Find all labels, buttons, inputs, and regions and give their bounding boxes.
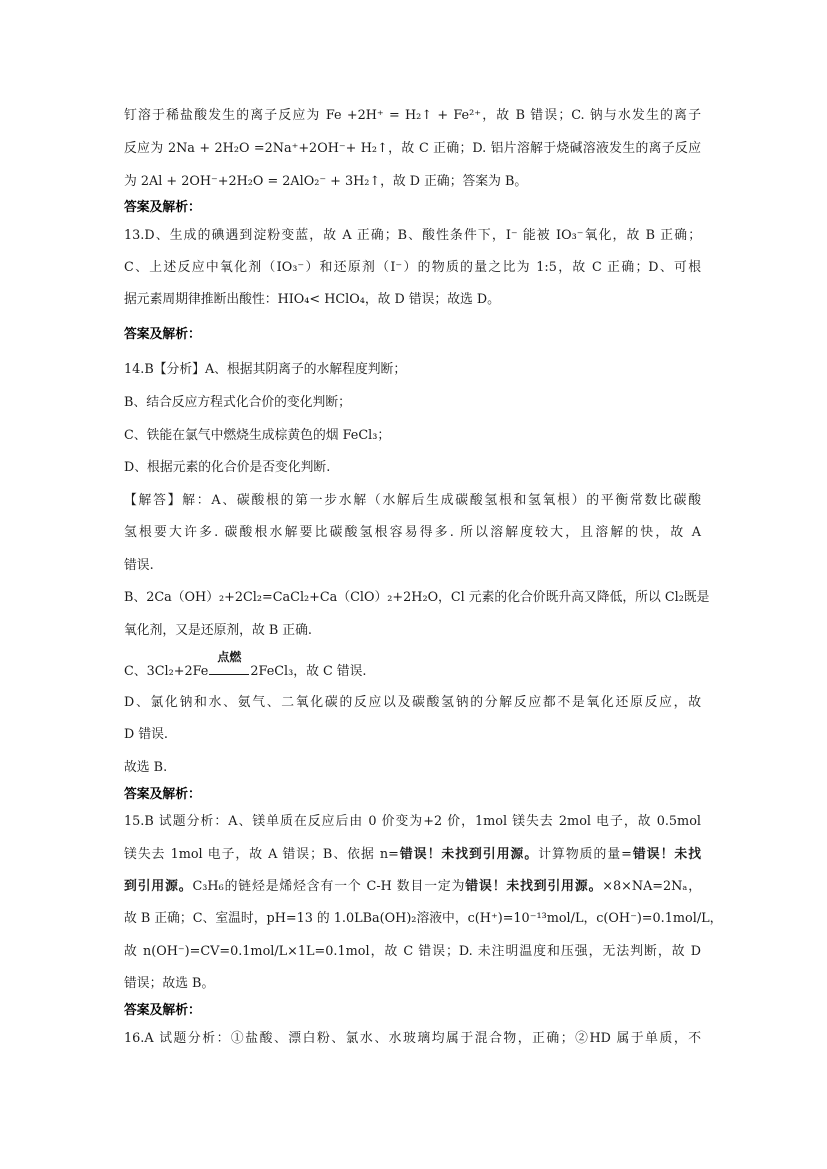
reference-error: 错误！未找到引用源。 (398, 847, 539, 862)
section-heading: 答案及解析： (124, 787, 201, 802)
reaction-condition-label: 点燃 (217, 650, 242, 664)
text-line: D 错误. (124, 727, 168, 742)
text-span: 计算物质的量= (538, 847, 632, 862)
reference-error: 错误！未找到引用源。 (465, 879, 603, 894)
text-span: C₃H₆的链烃是烯烃含有一个 C-H 数目一定为 (192, 879, 466, 894)
text-line: 15.B 试题分析：A、镁单质在反应后由 0 价变为+2 价，1mol 镁失去 2mol 电子，故 0.5mol (124, 814, 701, 829)
text-line: B、结合反应方程式化合价的变化判断； (124, 395, 351, 410)
text-line: 为 2Al + 2OH⁻+2H₂O = 2AlO₂⁻ + 3H₂↑，故 D 正确；答案为 B。 (124, 174, 528, 189)
reference-error: 错误！未找 (631, 847, 702, 862)
text-line: 钉溶于稀盐酸发生的离子反应为 Fe +2H⁺ = H₂↑ + Fe²⁺，故 B 错误；C. 钠与水发生的离子 (124, 108, 701, 123)
text-line: 反应为 2Na + 2H₂O =2Na⁺+2OH⁻+ H₂↑，故 C 正确；D. 铝片溶解于烧碱溶液发生的离子反应 (124, 141, 701, 156)
text-line: 氧化剂，又是还原剂，故 B 正确. (124, 623, 312, 638)
text-line (124, 846, 701, 864)
text-line: C、铁能在氯气中燃烧生成棕黄色的烟 FeCl₃； (124, 428, 391, 443)
text-line: C、上述反应中氧化剂（IO₃⁻）和还原剂（I⁻）的物质的量之比为 1:5，故 C 正确；D、可根 (124, 260, 701, 275)
text-line: D、根据元素的化合价是否变化判断. (124, 460, 331, 475)
text-span: ×8×NA=2Nₐ， (602, 879, 702, 894)
reaction-condition (209, 650, 249, 675)
text-line: 故选 B. (124, 760, 168, 775)
text-line: 据元素周期律推断出酸性：HIO₄< HClO₄，故 D 错误；故选 D。 (124, 292, 500, 307)
text-line: 16.A 试题分析：①盐酸、漂白粉、氯水、水玻璃均属于混合物，正确；②HD 属于单质，不 (124, 1031, 701, 1046)
text-line: 故 n(OH⁻)=CV=0.1mol/L×1L=0.1mol，故 C 错误；D. 未注明温度和压强，无法判断，故 D (124, 944, 701, 959)
text-line: 故 B 正确；C、室温时，pH=13 的 1.0LBa(OH)₂溶液中，c(H⁺)=10⁻¹³mol/L，c(OH⁻)=0.1mol/L， (124, 911, 723, 926)
section-heading: 答案及解析： (124, 1003, 201, 1018)
section-heading: 答案及解析： (124, 200, 201, 215)
reference-error: 到引用源。 (124, 879, 193, 894)
equation-line (124, 650, 701, 681)
text-line: 错误. (124, 558, 154, 573)
text-line: 氢根要大许多. 碳酸根水解要比碳酸氢根容易得多. 所以溶解度较大，且溶解的快，故 A (124, 525, 701, 540)
text-line: D、氯化钠和水、氨气、二氧化碳的反应以及碳酸氢钠的分解反应都不是氧化还原反应，故 (124, 695, 701, 710)
text-line: B、2Ca（OH）₂+2Cl₂=CaCl₂+Ca（ClO）₂+2H₂O，Cl 元素的化合价既升高又降低，所以 Cl₂既是 (124, 590, 710, 605)
text-line: 14.B【分析】A、根据其阴离子的水解程度判断； (124, 362, 407, 377)
equation-reactants: C、3Cl₂+2Fe (124, 664, 209, 679)
equation-products: 2FeCl₃，故 C 错误. (250, 664, 367, 679)
section-heading: 答案及解析： (124, 327, 201, 342)
text-line (124, 878, 701, 896)
text-line: 错误；故选 B。 (124, 976, 215, 991)
text-span: 镁失去 1mol 电子，故 A 错误；B、依据 n= (124, 847, 399, 862)
text-line: 13.D、生成的碘遇到淀粉变蓝，故 A 正确；B、酸性条件下，I⁻ 能被 IO₃⁻氧化，故 B 正确； (124, 228, 701, 243)
text-line: 【解答】解：A、碳酸根的第一步水解（水解后生成碳酸氢根和氢氧根）的平衡常数比碳酸 (124, 493, 701, 508)
